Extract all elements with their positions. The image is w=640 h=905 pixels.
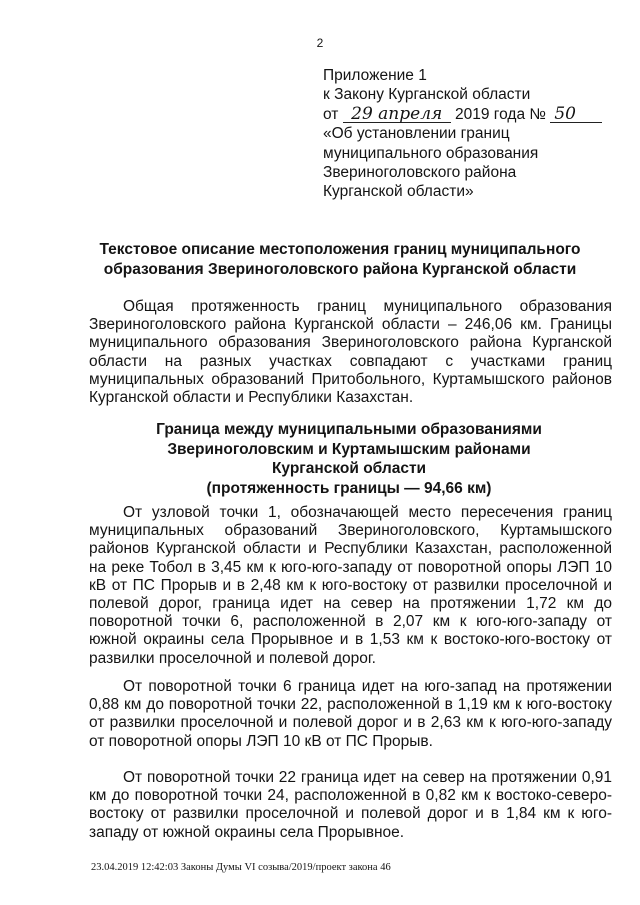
title-line: Текстовое описание местоположения границ муниципального bbox=[99, 241, 581, 258]
section-title-line: Курганской области bbox=[271, 460, 427, 477]
annex-subject-line: «Об установлении границ bbox=[323, 125, 510, 143]
document-title bbox=[60, 240, 620, 279]
boundary-paragraph: От поворотной точки 6 граница идет на юго-запад на протяжении 0,88 км до поворотной точки 22, расположенной в 1,19 км к юго-востоку от развилки проселочной и полевой дорог и в 2,63 км к юго-юго-западу от поворотной опоры ЛЭП 10 кВ от ПС Прорыв. bbox=[89, 678, 612, 750]
intro-paragraph: Общая протяженность границ муниципального образования Звериноголовского района Курганской области – 246,06 км. Границы муниципального образования Звериноголовского района Курганской области на разных участках совпадают с участками границ муниципальных образований Притобольного, Куртамышского районов Курганской области и Республики Казахстан. bbox=[89, 298, 612, 407]
page-number: 2 bbox=[316, 36, 324, 50]
boundary-paragraph: От поворотной точки 22 граница идет на север на протяжении 0,91 км до поворотной точки 24, расположенной в 0,82 км к востоко-северо-востоку от развилки проселочной и полевой дорог и в 1,84 км к юго-западу от южной окраины села Прорывное. bbox=[89, 769, 612, 841]
boundary-paragraph: От узловой точки 1, обозначающей место пересечения границ муниципальных образований Звериноголовского, Куртамышского районов Курганской области и Республики Казахстан, расположенной на реке Тобол в 3,45 км к юго-юго-западу от поворотной опоры ЛЭП 10 кВ от ПС Прорыв и в 2,48 км к юго-востоку от развилки проселочной и полевой дорог, граница идет на север на протяжении 1,72 км до поворотной точки 6, расположенной в 2,07 км к юго-юго-западу от южной окраины села Прорывное и в 1,53 км к востоко-юго-востоку от развилки проселочной и полевой дорог. bbox=[89, 504, 612, 667]
annex-subject-line: Курганской области» bbox=[323, 183, 474, 201]
annex-block bbox=[323, 66, 602, 202]
section-title-line: Граница между муниципальными образованиями bbox=[156, 421, 542, 438]
annex-date-line bbox=[323, 105, 602, 124]
section-title bbox=[89, 420, 609, 498]
annex-title: Приложение 1 bbox=[323, 67, 427, 84]
annex-subject-line: муниципального образования bbox=[323, 144, 539, 162]
handwritten-law-number: 50 bbox=[550, 106, 602, 123]
title-line: образования Звериноголовского района Курганской области bbox=[103, 260, 577, 278]
handwritten-date: 29 апреля bbox=[343, 106, 451, 123]
annex-subject-line: Звериноголовского района bbox=[323, 164, 517, 182]
footer-stamp: 23.04.2019 12:42:03 Законы Думы VI созыва/2019/проект закона 46 bbox=[91, 862, 391, 873]
annex-law-reference: к Закону Курганской области bbox=[323, 86, 531, 104]
section-length: (протяженность границы — 94,66 км) bbox=[206, 479, 492, 497]
date-prefix: от bbox=[323, 105, 339, 123]
section-title-line: Звериноголовским и Куртамышским районами bbox=[167, 440, 531, 458]
year-text: 2019 года № bbox=[455, 105, 546, 123]
